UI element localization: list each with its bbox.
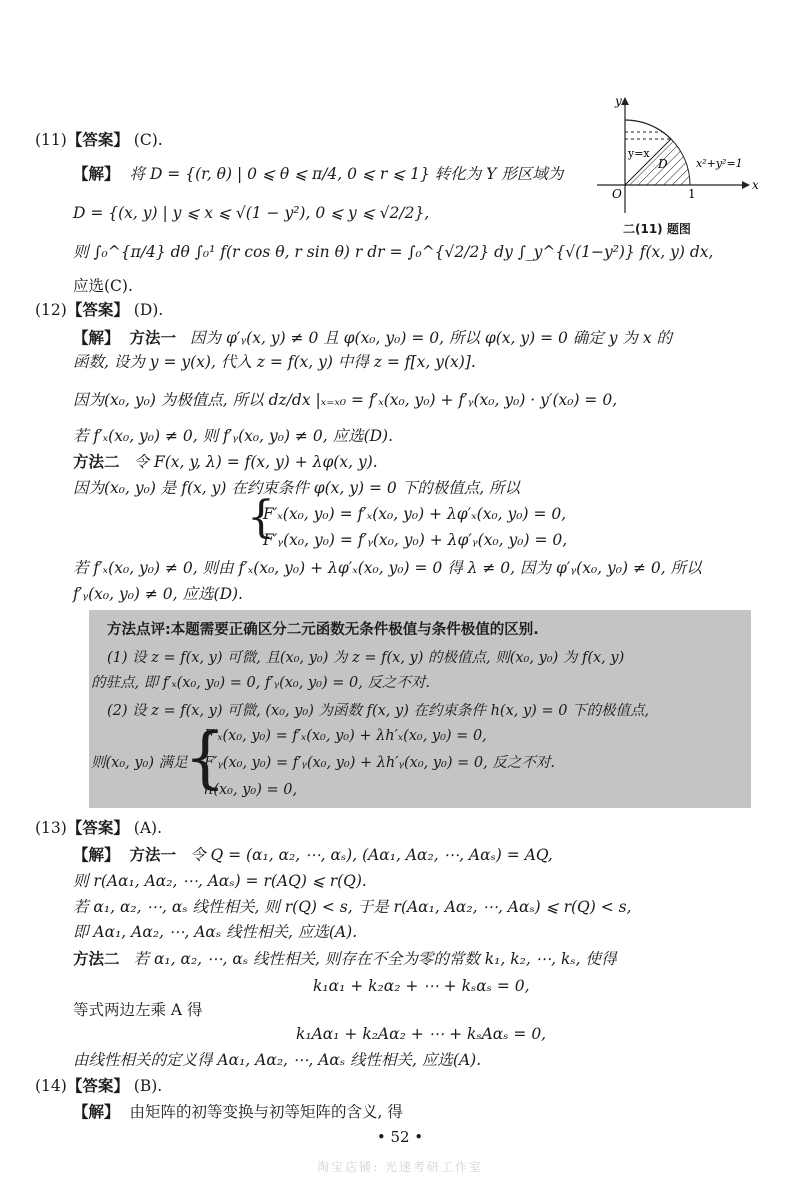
- circle-arc: [625, 120, 671, 139]
- q11-answer: (C).: [133, 131, 163, 149]
- q11-text4: 应选(C).: [73, 277, 133, 295]
- q13-method2-label: 方法二: [73, 950, 120, 968]
- review-text3: (2) 设 z = f(x, y) 可微, (x₀, y₀) 为函数 f(x, y) 在约束条件 h(x, y) = 0 下的极值点,: [107, 703, 650, 719]
- tick-one-label: 1: [688, 187, 696, 201]
- q11-figure: [592, 95, 767, 220]
- q11-text1: 将 D = {(r, θ) | 0 ⩽ θ ⩽ π/4, 0 ⩽ r ⩽ 1} 转化为 Y 形区域为: [129, 165, 564, 183]
- q12-answer-line: [35, 300, 163, 320]
- q12-answer: (D).: [133, 301, 164, 319]
- q13-text3: 若 α₁, α₂, ⋯, αₛ 线性相关, 则 r(Q) < s, 于是 r(Aα₁, Aα₂, ⋯, Aαₛ) ⩽ r(Q) < s,: [73, 898, 632, 916]
- q14-answer-line: [35, 1076, 162, 1096]
- q12-method1-label: 方法一: [129, 329, 177, 347]
- q12-text6: 因为(x₀, y₀) 是 f(x, y) 在约束条件 φ(x, y) = 0 下的极值点, 所以: [73, 479, 521, 497]
- q12-answer-label: 【答案】: [66, 301, 129, 319]
- y-axis-arrow-icon: [621, 97, 629, 105]
- q12-text7: 若 f′ₓ(x₀, y₀) ≠ 0, 则由 f′ₓ(x₀, y₀) + λφ′ₓ(x₀, y₀) = 0 得 λ ≠ 0, 因为 φ′ᵧ(x₀, y₀) ≠ 0, 所以: [73, 559, 702, 577]
- q13-method2-line: [73, 949, 617, 969]
- q12-text3: 因为(x₀, y₀) 为极值点, 所以 dz/dx |ₓ₌ₓ₀ = f′ₓ(x₀, y₀) + f′ᵧ(x₀, y₀) · y′(x₀) = 0,: [73, 391, 618, 409]
- review-text1: (1) 设 z = f(x, y) 可微, 且(x₀, y₀) 为 z = f(x, y) 的极值点, 则(x₀, y₀) 为 f(x, y): [107, 650, 625, 666]
- review-system-eq3: h(x₀, y₀) = 0,: [204, 782, 298, 798]
- q13-answer-label: 【答案】: [66, 819, 129, 837]
- q12-text2: 函数, 设为 y = y(x), 代入 z = f(x, y) 中得 z = f[x, y(x)].: [73, 353, 476, 371]
- review-system-brace: {: [184, 719, 226, 796]
- q13-text4: 即 Aα₁, Aα₂, ⋯, Aαₛ 线性相关, 应选(A).: [73, 923, 358, 941]
- q11-answer-label: 【答案】: [66, 131, 129, 149]
- q13-text6: k₁α₁ + k₂α₂ + ⋯ + kₛαₛ = 0,: [313, 977, 530, 995]
- x-axis-arrow-icon: [742, 181, 750, 189]
- q11-text2: D = {(x, y) | y ⩽ x ⩽ √(1 − y²), 0 ⩽ y ⩽ √2/2},: [73, 204, 430, 222]
- q13-text1: 令 Q = (α₁, α₂, ⋯, αₛ), (Aα₁, Aα₂, ⋯, Aαₛ) = AQ,: [190, 846, 553, 864]
- q13-number: (13): [35, 819, 67, 837]
- q13-method1-label: 方法一: [129, 846, 177, 864]
- q13-text7: 等式两边左乘 A 得: [73, 1001, 203, 1019]
- q11-solution-line1: [73, 164, 563, 184]
- q12-system-eq2: F′ᵧ(x₀, y₀) = f′ᵧ(x₀, y₀) + λφ′ᵧ(x₀, y₀) = 0,: [263, 531, 568, 549]
- q12-text1: 因为 φ′ᵧ(x, y) ≠ 0 且 φ(x₀, y₀) = 0, 所以 φ(x, y) = 0 确定 y 为 x 的: [190, 329, 673, 347]
- q12-text8: f′ᵧ(x₀, y₀) ≠ 0, 应选(D).: [73, 585, 243, 603]
- q14-answer: (B).: [133, 1077, 163, 1095]
- q12-method2-line: [73, 452, 378, 472]
- region-label: D: [658, 157, 668, 171]
- q13-method1-line: [73, 845, 553, 865]
- q14-solution-line: [73, 1102, 403, 1122]
- q12-jie-label: 【解】: [73, 329, 120, 347]
- q13-text2: 则 r(Aα₁, Aα₂, ⋯, Aαₛ) = r(AQ) ⩽ r(Q).: [73, 872, 367, 890]
- q11-number: (11): [35, 131, 67, 149]
- method-review-box: [89, 610, 751, 808]
- q13-jie-label: 【解】: [73, 846, 120, 864]
- review-text2: 的驻点, 即 f′ₓ(x₀, y₀) = 0, f′ᵧ(x₀, y₀) = 0, 反之不对.: [91, 675, 431, 691]
- review-system-eq2: F′ᵧ(x₀, y₀) = f′ᵧ(x₀, y₀) + λh′ᵧ(x₀, y₀) = 0, 反之不对.: [204, 755, 555, 771]
- q13-answer: (A).: [133, 819, 162, 837]
- q13-text5: 若 α₁, α₂, ⋯, αₛ 线性相关, 则存在不全为零的常数 k₁, k₂, ⋯, kₛ, 使得: [133, 950, 617, 968]
- review-system-eq1: F′ₓ(x₀, y₀) = f′ₓ(x₀, y₀) + λh′ₓ(x₀, y₀) = 0,: [204, 728, 487, 744]
- q14-text1: 由矩阵的初等变换与初等矩阵的含义, 得: [129, 1103, 403, 1121]
- q12-system-brace: {: [247, 492, 275, 543]
- q14-jie-label: 【解】: [73, 1103, 120, 1121]
- q12-method1-line: [73, 328, 672, 348]
- axis-y-label: y: [615, 95, 622, 108]
- q12-text5: 令 F(x, y, λ) = f(x, y) + λφ(x, y).: [133, 453, 378, 471]
- q11-text3: 则 ∫₀^{π/4} dθ ∫₀¹ f(r cos θ, r sin θ) r dr = ∫₀^{√2/2} dy ∫_y^{√(1−y²)} f(x, y) dx,: [73, 243, 714, 261]
- q14-answer-label: 【答案】: [66, 1077, 129, 1095]
- q12-method2-label: 方法二: [73, 453, 120, 471]
- axis-x-label: x: [752, 178, 759, 192]
- page-number: • 52 •: [376, 1128, 424, 1146]
- watermark: 淘宝店铺: 光速考研工作室: [317, 1160, 483, 1174]
- q14-number: (14): [35, 1077, 67, 1095]
- q12-number: (12): [35, 301, 67, 319]
- q13-text9: 由线性相关的定义得 Aα₁, Aα₂, ⋯, Aαₛ 线性相关, 应选(A).: [73, 1051, 482, 1069]
- review-title: 方法点评:本题需要正确区分二元函数无条件极值与条件极值的区别.: [107, 622, 539, 638]
- line-label: y=x: [628, 147, 650, 160]
- q13-text8: k₁Aα₁ + k₂Aα₂ + ⋯ + kₛAαₛ = 0,: [296, 1025, 547, 1043]
- review-lead: 则(x₀, y₀) 满足: [91, 755, 188, 771]
- q11-answer-line: [35, 130, 163, 150]
- q12-system-eq1: F′ₓ(x₀, y₀) = f′ₓ(x₀, y₀) + λφ′ₓ(x₀, y₀) = 0,: [263, 505, 567, 523]
- q13-answer-line: [35, 818, 162, 838]
- origin-label: O: [612, 187, 622, 201]
- q11-jie-label: 【解】: [73, 165, 120, 183]
- circle-label: x²+y²=1: [696, 157, 743, 170]
- q12-text4: 若 f′ₓ(x₀, y₀) ≠ 0, 则 f′ᵧ(x₀, y₀) ≠ 0, 应选(D).: [73, 427, 394, 445]
- q11-figure-caption: 二(11) 题图: [623, 222, 691, 236]
